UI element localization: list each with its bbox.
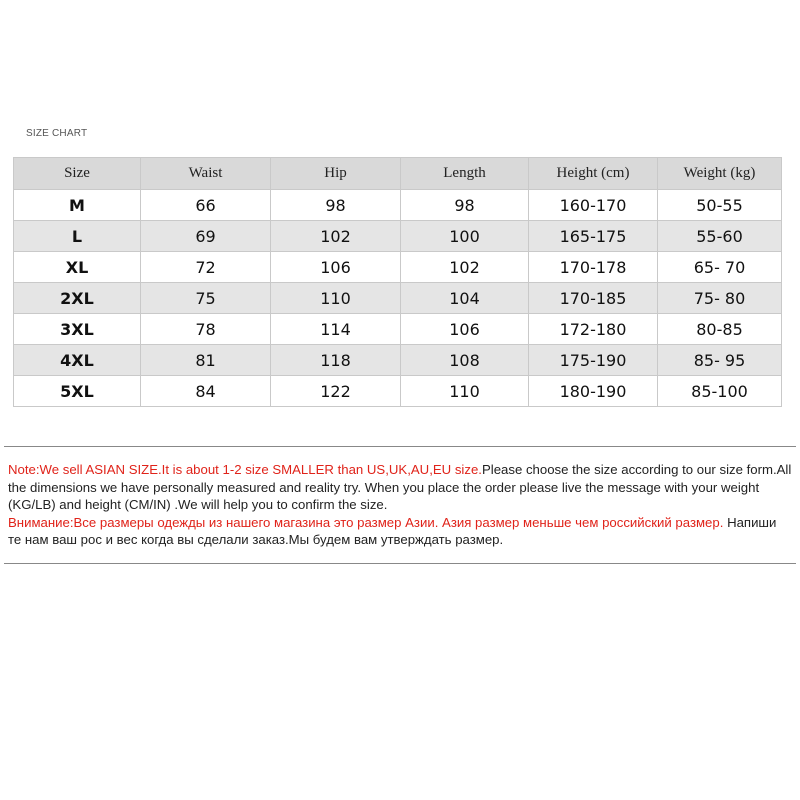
length-cell: 104 (401, 283, 529, 314)
header-size: Size (14, 158, 141, 190)
waist-cell: 72 (141, 252, 271, 283)
table-row (14, 190, 782, 221)
header-hip: Hip (271, 158, 401, 190)
hip-cell: 102 (271, 221, 401, 252)
size-cell: 2XL (14, 283, 141, 314)
weight-cell: 65- 70 (658, 252, 782, 283)
size-chart-table (13, 157, 782, 407)
hip-cell: 118 (271, 345, 401, 376)
weight-cell: 85-100 (658, 376, 782, 407)
length-cell: 98 (401, 190, 529, 221)
header-weight: Weight (kg) (658, 158, 782, 190)
size-cell: XL (14, 252, 141, 283)
length-cell: 102 (401, 252, 529, 283)
size-cell: 4XL (14, 345, 141, 376)
height-cell: 180-190 (529, 376, 658, 407)
hip-cell: 106 (271, 252, 401, 283)
header-waist: Waist (141, 158, 271, 190)
table-row (14, 376, 782, 407)
weight-cell: 80-85 (658, 314, 782, 345)
weight-cell: 55-60 (658, 221, 782, 252)
header-length: Length (401, 158, 529, 190)
length-cell: 110 (401, 376, 529, 407)
table-row (14, 283, 782, 314)
size-cell: L (14, 221, 141, 252)
length-cell: 106 (401, 314, 529, 345)
size-chart-caption: SIZE CHART (26, 128, 88, 139)
size-cell: 5XL (14, 376, 141, 407)
hip-cell: 114 (271, 314, 401, 345)
size-note (4, 446, 796, 564)
length-cell: 100 (401, 221, 529, 252)
hip-cell: 98 (271, 190, 401, 221)
table-row (14, 345, 782, 376)
height-cell: 170-185 (529, 283, 658, 314)
height-cell: 175-190 (529, 345, 658, 376)
weight-cell: 85- 95 (658, 345, 782, 376)
note-russian-instructions: Напиши те нам ваш рос и вес когда вы сделали заказ.Мы будем вам утверждать размер. (8, 514, 777, 547)
waist-cell: 78 (141, 314, 271, 345)
height-cell: 172-180 (529, 314, 658, 345)
waist-cell: 66 (141, 190, 271, 221)
note-english-warning: Note:We sell ASIAN SIZE.It is about 1-2 size SMALLER than US,UK,AU,EU size. (8, 462, 482, 477)
height-cell: 160-170 (529, 190, 658, 221)
table-row (14, 252, 782, 283)
height-cell: 170-178 (529, 252, 658, 283)
header-height: Height (cm) (529, 158, 658, 190)
waist-cell: 84 (141, 376, 271, 407)
height-cell: 165-175 (529, 221, 658, 252)
note-english-instructions: Please choose the size according to our size form.All the dimensions we have personally measured and reality try. When you place the order please live the message with your weight (KG/LB) and height (CM/IN) .We will help you to confirm the size. (8, 462, 792, 512)
note-russian-warning: Внимание:Все размеры одежды из нашего магазина это размер Азии. Азия размер меньше чем российский размер. (8, 514, 724, 530)
table-row (14, 314, 782, 345)
size-cell: 3XL (14, 314, 141, 345)
weight-cell: 75- 80 (658, 283, 782, 314)
size-cell: M (14, 190, 141, 221)
hip-cell: 110 (271, 283, 401, 314)
hip-cell: 122 (271, 376, 401, 407)
table-row (14, 221, 782, 252)
table-header-row (14, 158, 782, 190)
waist-cell: 81 (141, 345, 271, 376)
weight-cell: 50-55 (658, 190, 782, 221)
length-cell: 108 (401, 345, 529, 376)
waist-cell: 75 (141, 283, 271, 314)
waist-cell: 69 (141, 221, 271, 252)
